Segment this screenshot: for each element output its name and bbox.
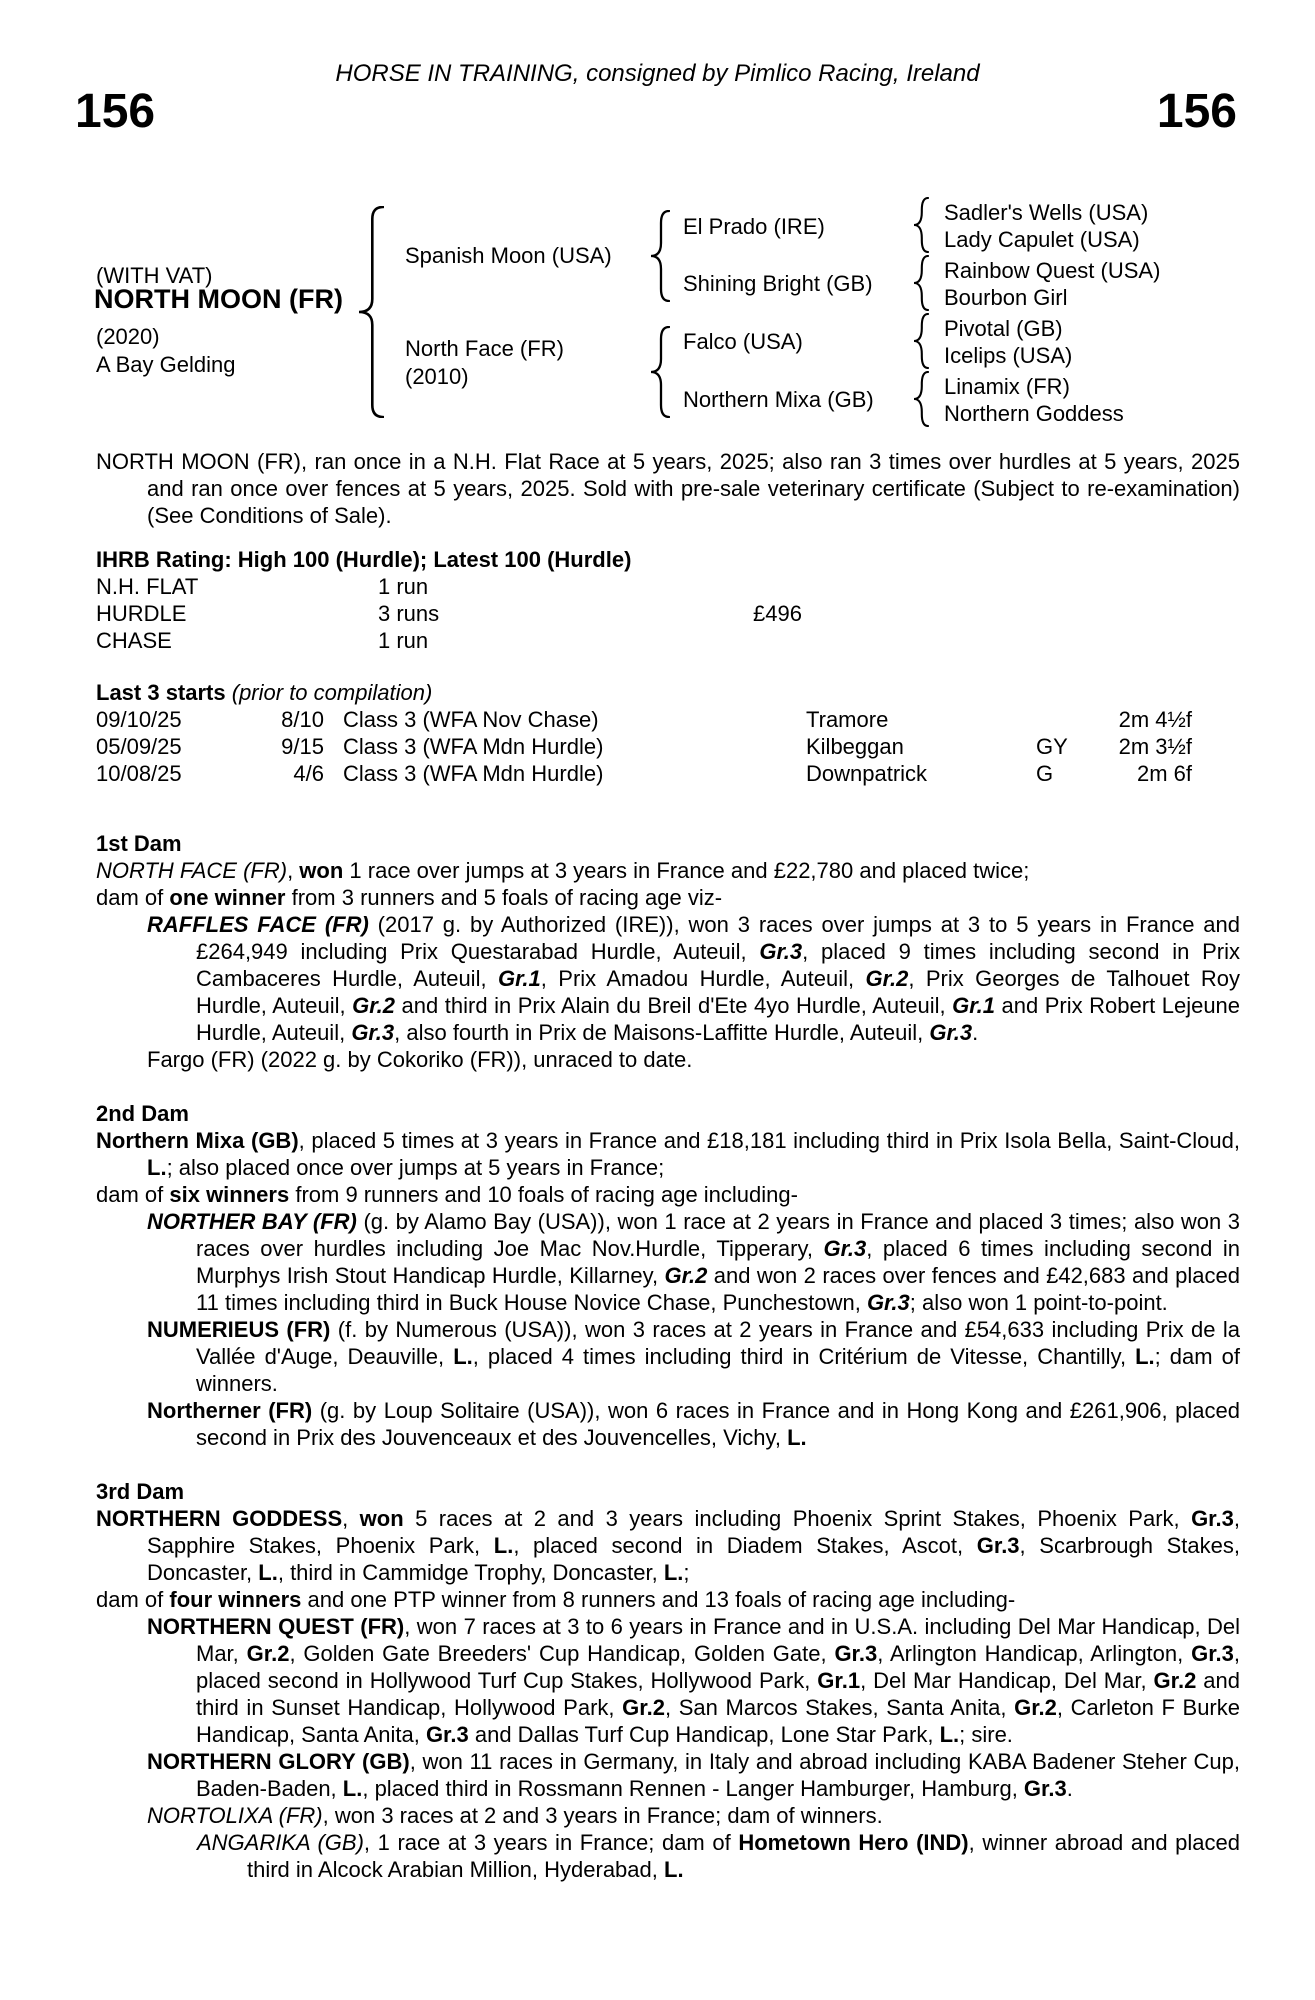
text-run: dam of bbox=[96, 1182, 170, 1207]
text-run: , Arlington Handicap, Arlington, bbox=[877, 1641, 1192, 1666]
text-run: Gr.3 bbox=[866, 1290, 910, 1315]
pedigree-brace bbox=[913, 313, 929, 375]
pedigree-paragraph bbox=[96, 1586, 1240, 1613]
text-run: L. bbox=[147, 1155, 167, 1180]
text-run: , 1 race at 3 years in France; dam of bbox=[363, 1830, 739, 1855]
great-grandparent-name: Icelips (USA) bbox=[944, 343, 1073, 368]
text-run: Gr.2 bbox=[664, 1263, 708, 1288]
text-run: (g. by Loup Solitaire (USA)), won 6 races in France and in Hong Kong and £261,906, placed second in Prix des Jouvenceaux et des Jouvencelles, Vichy, bbox=[196, 1398, 1241, 1450]
pedigree-paragraph bbox=[96, 1316, 1240, 1397]
text-run: . bbox=[1066, 1776, 1073, 1801]
text-run: , placed third in Rossmann Rennen - Langer Hamburger, Hamburg, bbox=[362, 1776, 1024, 1801]
dam-year: (2010) bbox=[405, 364, 469, 389]
race-position: 9/15 bbox=[281, 734, 324, 759]
text-run: NORTHERN GLORY (GB) bbox=[147, 1749, 410, 1774]
record-category: CHASE bbox=[96, 628, 172, 653]
text-run: , third in Cammidge Trophy, Doncaster, bbox=[277, 1560, 664, 1585]
last-starts-table bbox=[96, 706, 1240, 787]
text-run: NUMERIEUS (FR) bbox=[147, 1317, 331, 1342]
text-run: L. bbox=[1135, 1344, 1155, 1369]
text-run: L. bbox=[258, 1560, 278, 1585]
race-going: G bbox=[1036, 761, 1054, 786]
text-run: six winners bbox=[169, 1182, 290, 1207]
text-run: ; also placed once over jumps at 5 years in France; bbox=[166, 1155, 665, 1180]
race-distance: 2m 4½f bbox=[1118, 707, 1192, 732]
pedigree-paragraph bbox=[96, 911, 1240, 1046]
pedigree-paragraph bbox=[96, 1802, 1240, 1829]
paragraph bbox=[96, 448, 1240, 529]
record-prize bbox=[753, 573, 1240, 600]
record-runs: 3 runs bbox=[378, 601, 440, 626]
text-run: , Prix Georges de Talhouet Roy Hurdle, Auteuil, bbox=[196, 966, 1241, 1018]
race-course: Kilbeggan bbox=[806, 734, 904, 759]
text-run: L. bbox=[939, 1722, 960, 1747]
text-run: (f. by Numerous (USA)), won 3 races at 2 years in France and £54,633 including Prix de la Vallée d'Auge, Deauville, bbox=[196, 1317, 1240, 1369]
text-run: ; bbox=[683, 1560, 690, 1585]
text-run: Gr.3 bbox=[1191, 1506, 1234, 1531]
text-run: Gr.2 bbox=[246, 1641, 290, 1666]
text-run: , placed 9 times including second in Prix Cambaceres Hurdle, Auteuil, bbox=[196, 939, 1240, 991]
lot-number-left: 156 bbox=[75, 85, 156, 138]
text-run: , Golden Gate Breeders' Cup Handicap, Golden Gate, bbox=[289, 1641, 835, 1666]
text-run: Gr.3 bbox=[1023, 1776, 1067, 1801]
race-class: Class 3 (WFA Mdn Hurdle) bbox=[343, 734, 604, 759]
great-grandparent-name: Rainbow Quest (USA) bbox=[944, 258, 1161, 283]
pedigree-paragraph bbox=[96, 1748, 1240, 1802]
text-run: Gr.3 bbox=[823, 1236, 867, 1261]
text-run: , bbox=[287, 858, 300, 883]
text-run: won bbox=[299, 858, 344, 883]
page-title: HORSE IN TRAINING, consigned by Pimlico Racing, Ireland bbox=[335, 60, 980, 87]
text-run: ; dam of winners. bbox=[196, 1344, 1240, 1396]
race-row bbox=[96, 733, 1240, 760]
text-run: , Carleton F Burke Handicap, Santa Anita, bbox=[196, 1695, 1240, 1747]
pedigree-paragraph bbox=[96, 857, 1240, 884]
race-distance: 2m 3½f bbox=[1118, 734, 1192, 759]
text-run: Fargo (FR) (2022 g. by Cokoriko (FR)), unraced to date. bbox=[147, 1047, 693, 1072]
pedigree-paragraph bbox=[96, 884, 1240, 911]
pedigree-brace bbox=[913, 371, 929, 433]
text-run: L. bbox=[453, 1344, 473, 1369]
dam-heading: 3rd Dam bbox=[96, 1479, 185, 1504]
great-grandparent-name: Lady Capulet (USA) bbox=[944, 227, 1140, 252]
last-starts-heading bbox=[96, 679, 1240, 706]
record-runs: 1 run bbox=[378, 574, 429, 599]
dam-sections bbox=[96, 830, 1240, 1883]
sire-name: Spanish Moon (USA) bbox=[405, 243, 612, 268]
text-run: , also fourth in Prix de Maisons-Laffitte Hurdle, Auteuil, bbox=[394, 1020, 930, 1045]
lot-number-right: 156 bbox=[1156, 85, 1237, 138]
last-starts-note: (prior to compilation) bbox=[231, 680, 433, 705]
text-run: ; also won 1 point-to-point. bbox=[909, 1290, 1168, 1315]
text-run: and one PTP winner from 8 runners and 13 foals of racing age including- bbox=[301, 1587, 1016, 1612]
dam-section bbox=[96, 1478, 1240, 1883]
text-run: and won 2 races over fences and £42,683 and placed 11 times including third in Buck House Novice Chase, Punchestown, bbox=[196, 1263, 1241, 1315]
text-run: L. bbox=[787, 1425, 807, 1450]
race-position: 4/6 bbox=[293, 761, 324, 786]
race-record-table bbox=[96, 573, 1240, 654]
text-run: , San Marcos Stakes, Santa Anita, bbox=[664, 1695, 1015, 1720]
horse-description: A Bay Gelding bbox=[96, 352, 236, 377]
text-run: Gr.1 bbox=[952, 993, 995, 1018]
text-run: ; sire. bbox=[959, 1722, 1013, 1747]
text-run: L. bbox=[493, 1533, 514, 1558]
grandparent-name: El Prado (IRE) bbox=[683, 214, 825, 239]
dam-name: North Face (FR) bbox=[405, 336, 564, 361]
text-run: , bbox=[342, 1506, 360, 1531]
text-run: won bbox=[359, 1506, 404, 1531]
text-run: , placed 5 times at 3 years in France and £18,181 including third in Prix Isola Bella, Saint-Cloud, bbox=[298, 1128, 1240, 1153]
text-run: Northern Mixa (GB) bbox=[96, 1128, 299, 1153]
text-run: , placed second in Hollywood Turf Cup Stakes, Hollywood Park, bbox=[196, 1641, 1241, 1693]
pedigree-paragraph bbox=[96, 1046, 1240, 1073]
pedigree-brace bbox=[913, 197, 929, 259]
text-run: , Del Mar Handicap, Del Mar, bbox=[860, 1668, 1154, 1693]
text-run: L. bbox=[342, 1776, 363, 1801]
text-run: NORTHER BAY (FR) bbox=[147, 1209, 357, 1234]
record-row bbox=[96, 573, 1240, 600]
text-run: Gr.3 bbox=[351, 1020, 395, 1045]
great-grandparent-name: Pivotal (GB) bbox=[944, 316, 1063, 341]
grandparent-name: Falco (USA) bbox=[683, 329, 803, 354]
great-grandparent-name: Northern Goddess bbox=[944, 401, 1124, 426]
text-run: L. bbox=[664, 1857, 684, 1882]
text-run: Gr.1 bbox=[497, 966, 541, 991]
race-date: 09/10/25 bbox=[96, 707, 182, 732]
race-row bbox=[96, 760, 1240, 787]
text-run: (2017 g. by Authorized (IRE)), won 3 races over jumps at 3 to 5 years in France and £264,949 including Prix Questarabad Hurdle, Auteuil, bbox=[196, 912, 1240, 964]
text-run: 5 races at 2 and 3 years including Phoenix Sprint Stakes, Phoenix Park, bbox=[403, 1506, 1192, 1531]
text-run: 1 race over jumps at 3 years in France and £22,780 and placed twice; bbox=[343, 858, 1030, 883]
record-prize bbox=[753, 627, 1240, 654]
text-run: Gr.1 bbox=[817, 1668, 861, 1693]
text-run: Gr.3 bbox=[425, 1722, 469, 1747]
pedigree-paragraph bbox=[96, 1208, 1240, 1316]
pedigree-paragraph bbox=[96, 1181, 1240, 1208]
dam-section bbox=[96, 1100, 1240, 1451]
pedigree-brace bbox=[358, 206, 384, 424]
text-run: , Prix Amadou Hurdle, Auteuil, bbox=[540, 966, 866, 991]
pedigree-brace bbox=[650, 210, 670, 308]
text-run: , winner abroad and placed third in Alcock Arabian Million, Hyderabad, bbox=[247, 1830, 1240, 1882]
text-run: Gr.3 bbox=[1191, 1641, 1234, 1666]
dam-heading: 2nd Dam bbox=[96, 1101, 189, 1126]
text-run: from 3 runners and 5 foals of racing age viz- bbox=[285, 885, 723, 910]
race-class: Class 3 (WFA Nov Chase) bbox=[343, 707, 599, 732]
pedigree-brace bbox=[650, 326, 670, 424]
text-run: NORTHERN QUEST (FR) bbox=[147, 1614, 405, 1639]
text-run: , Sapphire Stakes, Phoenix Park, bbox=[147, 1506, 1240, 1558]
pedigree-paragraph bbox=[96, 1397, 1240, 1451]
text-run: Gr.3 bbox=[929, 1020, 973, 1045]
race-date: 05/09/25 bbox=[96, 734, 182, 759]
text-run: Gr.2 bbox=[352, 993, 395, 1018]
text-run: dam of bbox=[96, 1587, 170, 1612]
pedigree-paragraph bbox=[96, 1613, 1240, 1748]
text-run: four winners bbox=[169, 1587, 302, 1612]
text-run: , Scarbrough Stakes, Doncaster, bbox=[147, 1533, 1240, 1585]
pedigree-paragraph bbox=[96, 1127, 1240, 1181]
race-row bbox=[96, 706, 1240, 733]
pedigree-paragraph bbox=[96, 1505, 1240, 1586]
pedigree-brace bbox=[913, 255, 929, 317]
horse-name: NORTH MOON (FR) bbox=[94, 284, 343, 314]
record-category: N.H. FLAT bbox=[96, 574, 199, 599]
text-run: Gr.2 bbox=[1014, 1695, 1057, 1720]
race-distance: 2m 6f bbox=[1136, 761, 1192, 786]
race-going bbox=[1036, 706, 1101, 733]
race-course: Downpatrick bbox=[806, 761, 928, 786]
great-grandparent-name: Sadler's Wells (USA) bbox=[944, 200, 1149, 225]
grandparent-name: Northern Mixa (GB) bbox=[683, 387, 874, 412]
text-run: NORTH MOON (FR), ran once in a N.H. Flat Race at 5 years, 2025; also ran 3 times over hurdles at 5 years, 2025 and ran once over fences at 5 years, 2025. Sold with pre-sale veterinary certificate (Subject to re-examination) (See Conditions of Sale). bbox=[96, 449, 1240, 528]
text-run: and Prix Robert Lejeune Hurdle, Auteuil, bbox=[196, 993, 1241, 1045]
race-class: Class 3 (WFA Mdn Hurdle) bbox=[343, 761, 604, 786]
dam-heading: 1st Dam bbox=[96, 831, 182, 856]
text-run: Gr.2 bbox=[622, 1695, 665, 1720]
last-starts-title: Last 3 starts bbox=[96, 680, 226, 705]
text-run: Gr.2 bbox=[1153, 1668, 1197, 1693]
grandparent-name: Shining Bright (GB) bbox=[683, 271, 873, 296]
text-run: Gr.3 bbox=[834, 1641, 878, 1666]
text-run: Gr.3 bbox=[759, 939, 803, 964]
text-run: , placed 4 times including third in Critérium de Vitesse, Chantilly, bbox=[472, 1344, 1136, 1369]
text-run: . bbox=[972, 1020, 979, 1045]
rating-line: IHRB Rating: High 100 (Hurdle); Latest 100 (Hurdle) bbox=[96, 547, 632, 572]
text-run: Gr.3 bbox=[976, 1533, 1020, 1558]
vat-note: (WITH VAT) bbox=[96, 263, 213, 288]
pedigree-table bbox=[0, 0, 1315, 445]
text-run: and third in Sunset Handicap, Hollywood Park, bbox=[196, 1668, 1240, 1720]
text-run: NORTH FACE (FR) bbox=[96, 858, 288, 883]
text-run: Northerner (FR) bbox=[147, 1398, 313, 1423]
text-run: ANGARIKA (GB) bbox=[197, 1830, 364, 1855]
text-run: NORTHERN GODDESS bbox=[96, 1506, 343, 1531]
great-grandparent-name: Bourbon Girl bbox=[944, 285, 1068, 310]
record-runs: 1 run bbox=[378, 628, 429, 653]
text-run: , placed second in Diadem Stakes, Ascot, bbox=[513, 1533, 977, 1558]
text-run: from 9 runners and 10 foals of racing age including- bbox=[289, 1182, 798, 1207]
text-run: NORTOLIXA (FR) bbox=[147, 1803, 323, 1828]
race-course: Tramore bbox=[806, 707, 889, 732]
record-category: HURDLE bbox=[96, 601, 187, 626]
record-row bbox=[96, 627, 1240, 654]
pedigree-paragraph bbox=[96, 1829, 1240, 1883]
text-run: L. bbox=[663, 1560, 684, 1585]
text-run: and Dallas Turf Cup Handicap, Lone Star Park, bbox=[468, 1722, 940, 1747]
conditions-paragraph bbox=[96, 448, 1240, 529]
text-run: Hometown Hero (IND) bbox=[738, 1830, 969, 1855]
catalogue-text bbox=[96, 448, 1240, 1883]
text-run: , won 7 races at 3 to 6 years in France and in U.S.A. including Del Mar Handicap, Del Mar, bbox=[196, 1614, 1241, 1666]
race-going: GY bbox=[1036, 734, 1068, 759]
race-date: 10/08/25 bbox=[96, 761, 182, 786]
great-grandparent-name: Linamix (FR) bbox=[944, 374, 1070, 399]
dam-section bbox=[96, 830, 1240, 1073]
race-position: 8/10 bbox=[281, 707, 324, 732]
record-row bbox=[96, 600, 1240, 627]
text-run: and third in Prix Alain du Breil d'Ete 4yo Hurdle, Auteuil, bbox=[394, 993, 953, 1018]
text-run: one winner bbox=[169, 885, 286, 910]
text-run: , won 3 races at 2 and 3 years in France; dam of winners. bbox=[322, 1803, 883, 1828]
text-run: , won 11 races in Germany, in Italy and abroad including KABA Badener Steher Cup, Baden-Baden, bbox=[196, 1749, 1240, 1801]
text-run: dam of bbox=[96, 885, 170, 910]
text-run: , placed 6 times including second in Murphys Irish Stout Handicap Hurdle, Killarney, bbox=[196, 1236, 1240, 1288]
text-run: RAFFLES FACE (FR) bbox=[147, 912, 369, 937]
text-run: (g. by Alamo Bay (USA)), won 1 race at 2 years in France and placed 3 times; also won 3 races over hurdles including Joe Mac Nov.Hurdle, Tipperary, bbox=[196, 1209, 1241, 1261]
record-prize: £496 bbox=[753, 601, 802, 626]
foaling-year: (2020) bbox=[96, 324, 160, 349]
text-run: Gr.2 bbox=[865, 966, 909, 991]
